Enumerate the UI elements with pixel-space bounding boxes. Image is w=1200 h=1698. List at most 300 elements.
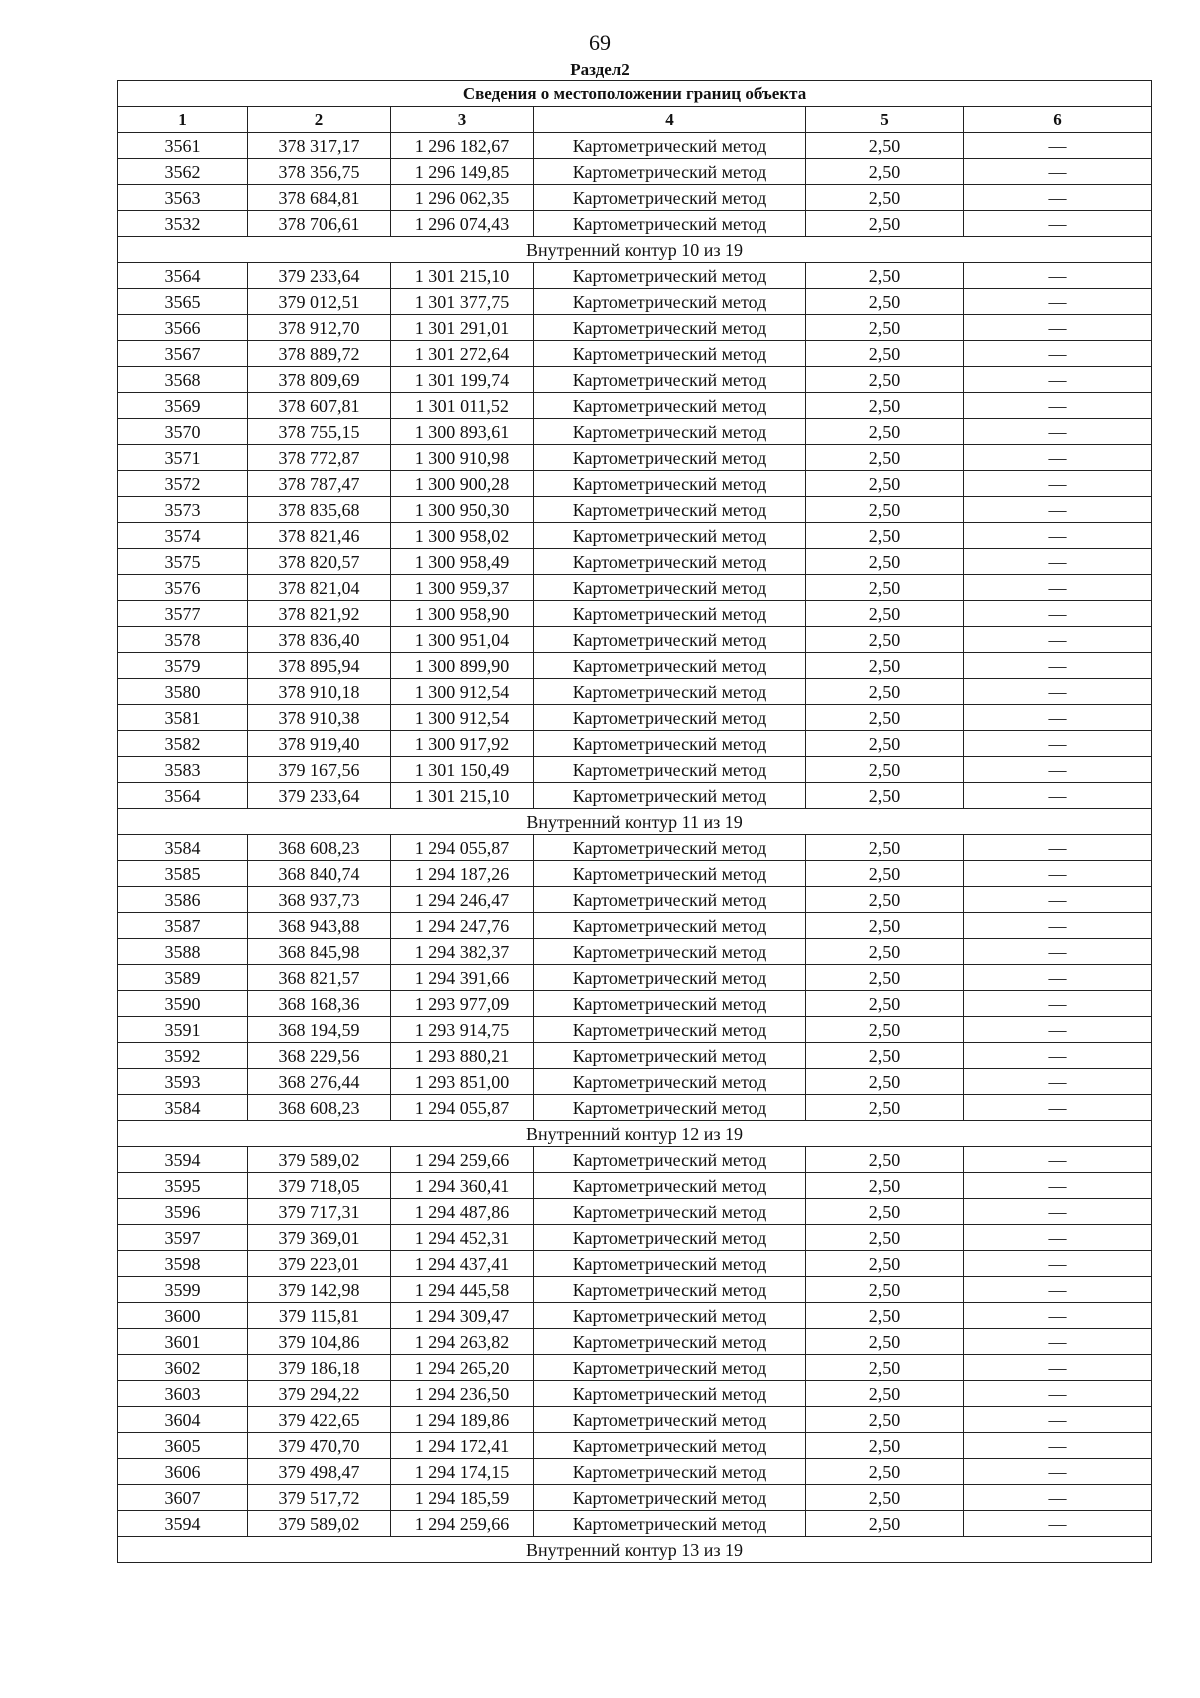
point-number-cell: 3561 [118, 133, 248, 159]
method-cell: Картометрический метод [534, 965, 806, 991]
x-coordinate-cell: 379 589,02 [248, 1511, 391, 1537]
point-number-cell: 3598 [118, 1251, 248, 1277]
method-cell: Картометрический метод [534, 1199, 806, 1225]
accuracy-cell: 2,50 [806, 757, 964, 783]
y-coordinate-cell: 1 300 900,28 [391, 471, 534, 497]
accuracy-cell: 2,50 [806, 965, 964, 991]
method-cell: Картометрический метод [534, 341, 806, 367]
accuracy-cell: 2,50 [806, 549, 964, 575]
x-coordinate-cell: 378 821,04 [248, 575, 391, 601]
y-coordinate-cell: 1 294 309,47 [391, 1303, 534, 1329]
accuracy-cell: 2,50 [806, 1173, 964, 1199]
note-cell: — [964, 1147, 1152, 1173]
accuracy-cell: 2,50 [806, 1329, 964, 1355]
table-row [118, 757, 1152, 783]
note-cell: — [964, 1069, 1152, 1095]
x-coordinate-cell: 379 104,86 [248, 1329, 391, 1355]
y-coordinate-cell: 1 294 246,47 [391, 887, 534, 913]
x-coordinate-cell: 378 836,40 [248, 627, 391, 653]
note-cell: — [964, 1433, 1152, 1459]
y-coordinate-cell: 1 294 174,15 [391, 1459, 534, 1485]
method-cell: Картометрический метод [534, 1147, 806, 1173]
x-coordinate-cell: 378 919,40 [248, 731, 391, 757]
y-coordinate-cell: 1 294 185,59 [391, 1485, 534, 1511]
method-cell: Картометрический метод [534, 1277, 806, 1303]
y-coordinate-cell: 1 296 062,35 [391, 185, 534, 211]
point-number-cell: 3591 [118, 1017, 248, 1043]
point-number-cell: 3584 [118, 835, 248, 861]
table-row [118, 471, 1152, 497]
y-coordinate-cell: 1 294 382,37 [391, 939, 534, 965]
table-row [118, 1329, 1152, 1355]
method-cell: Картометрический метод [534, 1069, 806, 1095]
point-number-cell: 3578 [118, 627, 248, 653]
method-cell: Картометрический метод [534, 913, 806, 939]
note-cell: — [964, 705, 1152, 731]
x-coordinate-cell: 378 787,47 [248, 471, 391, 497]
y-coordinate-cell: 1 300 959,37 [391, 575, 534, 601]
table-row [118, 185, 1152, 211]
x-coordinate-cell: 379 167,56 [248, 757, 391, 783]
x-coordinate-cell: 378 684,81 [248, 185, 391, 211]
point-number-cell: 3565 [118, 289, 248, 315]
y-coordinate-cell: 1 301 215,10 [391, 263, 534, 289]
x-coordinate-cell: 378 821,46 [248, 523, 391, 549]
note-cell: — [964, 861, 1152, 887]
accuracy-cell: 2,50 [806, 263, 964, 289]
y-coordinate-cell: 1 301 011,52 [391, 393, 534, 419]
accuracy-cell: 2,50 [806, 1017, 964, 1043]
note-cell: — [964, 627, 1152, 653]
accuracy-cell: 2,50 [806, 159, 964, 185]
y-coordinate-cell: 1 300 951,04 [391, 627, 534, 653]
point-number-cell: 3585 [118, 861, 248, 887]
table-row [118, 393, 1152, 419]
accuracy-cell: 2,50 [806, 939, 964, 965]
point-number-cell: 3584 [118, 1095, 248, 1121]
accuracy-cell: 2,50 [806, 367, 964, 393]
y-coordinate-cell: 1 301 215,10 [391, 783, 534, 809]
table-row [118, 653, 1152, 679]
y-coordinate-cell: 1 301 150,49 [391, 757, 534, 783]
accuracy-cell: 2,50 [806, 991, 964, 1017]
method-cell: Картометрический метод [534, 705, 806, 731]
y-coordinate-cell: 1 300 917,92 [391, 731, 534, 757]
y-coordinate-cell: 1 294 259,66 [391, 1511, 534, 1537]
method-cell: Картометрический метод [534, 1017, 806, 1043]
note-cell: — [964, 1277, 1152, 1303]
table-row [118, 523, 1152, 549]
contour-label: Внутренний контур 13 из 19 [118, 1537, 1152, 1563]
point-number-cell: 3601 [118, 1329, 248, 1355]
table-row [118, 1381, 1152, 1407]
table-row [118, 367, 1152, 393]
accuracy-cell: 2,50 [806, 1225, 964, 1251]
x-coordinate-cell: 379 498,47 [248, 1459, 391, 1485]
method-cell: Картометрический метод [534, 679, 806, 705]
y-coordinate-cell: 1 294 189,86 [391, 1407, 534, 1433]
method-cell: Картометрический метод [534, 471, 806, 497]
method-cell: Картометрический метод [534, 1433, 806, 1459]
accuracy-cell: 2,50 [806, 653, 964, 679]
column-number-row [118, 107, 1152, 133]
point-number-cell: 3583 [118, 757, 248, 783]
y-coordinate-cell: 1 300 950,30 [391, 497, 534, 523]
x-coordinate-cell: 379 294,22 [248, 1381, 391, 1407]
x-coordinate-cell: 379 142,98 [248, 1277, 391, 1303]
accuracy-cell: 2,50 [806, 1199, 964, 1225]
note-cell: — [964, 575, 1152, 601]
method-cell: Картометрический метод [534, 211, 806, 237]
x-coordinate-cell: 379 517,72 [248, 1485, 391, 1511]
method-cell: Картометрический метод [534, 991, 806, 1017]
table-row [118, 1043, 1152, 1069]
boundary-coordinates-table [117, 80, 1152, 1563]
table-row [118, 939, 1152, 965]
method-cell: Картометрический метод [534, 1381, 806, 1407]
y-coordinate-cell: 1 294 487,86 [391, 1199, 534, 1225]
note-cell: — [964, 549, 1152, 575]
note-cell: — [964, 991, 1152, 1017]
note-cell: — [964, 1459, 1152, 1485]
table-row [118, 445, 1152, 471]
x-coordinate-cell: 378 895,94 [248, 653, 391, 679]
note-cell: — [964, 1017, 1152, 1043]
method-cell: Картометрический метод [534, 575, 806, 601]
note-cell: — [964, 1381, 1152, 1407]
accuracy-cell: 2,50 [806, 393, 964, 419]
x-coordinate-cell: 378 820,57 [248, 549, 391, 575]
x-coordinate-cell: 378 755,15 [248, 419, 391, 445]
accuracy-cell: 2,50 [806, 1069, 964, 1095]
x-coordinate-cell: 379 589,02 [248, 1147, 391, 1173]
accuracy-cell: 2,50 [806, 445, 964, 471]
accuracy-cell: 2,50 [806, 705, 964, 731]
y-coordinate-cell: 1 294 259,66 [391, 1147, 534, 1173]
note-cell: — [964, 393, 1152, 419]
point-number-cell: 3562 [118, 159, 248, 185]
accuracy-cell: 2,50 [806, 913, 964, 939]
table-row [118, 1459, 1152, 1485]
point-number-cell: 3607 [118, 1485, 248, 1511]
note-cell: — [964, 653, 1152, 679]
method-cell: Картометрический метод [534, 1173, 806, 1199]
method-cell: Картометрический метод [534, 263, 806, 289]
x-coordinate-cell: 368 276,44 [248, 1069, 391, 1095]
method-cell: Картометрический метод [534, 185, 806, 211]
accuracy-cell: 2,50 [806, 783, 964, 809]
table-row [118, 341, 1152, 367]
note-cell: — [964, 263, 1152, 289]
point-number-cell: 3596 [118, 1199, 248, 1225]
point-number-cell: 3587 [118, 913, 248, 939]
y-coordinate-cell: 1 301 272,64 [391, 341, 534, 367]
note-cell: — [964, 731, 1152, 757]
y-coordinate-cell: 1 294 437,41 [391, 1251, 534, 1277]
point-number-cell: 3566 [118, 315, 248, 341]
section-title: Раздел2 [570, 60, 630, 79]
point-number-cell: 3574 [118, 523, 248, 549]
contour-label: Внутренний контур 12 из 19 [118, 1121, 1152, 1147]
note-cell: — [964, 939, 1152, 965]
method-cell: Картометрический метод [534, 133, 806, 159]
point-number-cell: 3571 [118, 445, 248, 471]
y-coordinate-cell: 1 294 055,87 [391, 1095, 534, 1121]
table-row [118, 1303, 1152, 1329]
method-cell: Картометрический метод [534, 549, 806, 575]
x-coordinate-cell: 379 717,31 [248, 1199, 391, 1225]
y-coordinate-cell: 1 294 265,20 [391, 1355, 534, 1381]
note-cell: — [964, 471, 1152, 497]
method-cell: Картометрический метод [534, 1251, 806, 1277]
accuracy-cell: 2,50 [806, 133, 964, 159]
contour-label-row [118, 237, 1152, 263]
table-row [118, 783, 1152, 809]
point-number-cell: 3589 [118, 965, 248, 991]
accuracy-cell: 2,50 [806, 1433, 964, 1459]
y-coordinate-cell: 1 293 914,75 [391, 1017, 534, 1043]
column-header: 6 [964, 107, 1152, 133]
point-number-cell: 3567 [118, 341, 248, 367]
note-cell: — [964, 1303, 1152, 1329]
y-coordinate-cell: 1 294 236,50 [391, 1381, 534, 1407]
point-number-cell: 3590 [118, 991, 248, 1017]
y-coordinate-cell: 1 293 851,00 [391, 1069, 534, 1095]
method-cell: Картометрический метод [534, 445, 806, 471]
accuracy-cell: 2,50 [806, 185, 964, 211]
y-coordinate-cell: 1 300 893,61 [391, 419, 534, 445]
note-cell: — [964, 783, 1152, 809]
method-cell: Картометрический метод [534, 1043, 806, 1069]
point-number-cell: 3569 [118, 393, 248, 419]
x-coordinate-cell: 379 422,65 [248, 1407, 391, 1433]
table-row [118, 575, 1152, 601]
accuracy-cell: 2,50 [806, 1043, 964, 1069]
y-coordinate-cell: 1 293 977,09 [391, 991, 534, 1017]
point-number-cell: 3564 [118, 263, 248, 289]
note-cell: — [964, 159, 1152, 185]
note-cell: — [964, 1407, 1152, 1433]
table-row [118, 1511, 1152, 1537]
accuracy-cell: 2,50 [806, 601, 964, 627]
note-cell: — [964, 1355, 1152, 1381]
method-cell: Картометрический метод [534, 601, 806, 627]
accuracy-cell: 2,50 [806, 1147, 964, 1173]
table-row [118, 263, 1152, 289]
table-row [118, 315, 1152, 341]
x-coordinate-cell: 379 223,01 [248, 1251, 391, 1277]
point-number-cell: 3593 [118, 1069, 248, 1095]
note-cell: — [964, 1251, 1152, 1277]
method-cell: Картометрический метод [534, 367, 806, 393]
x-coordinate-cell: 378 809,69 [248, 367, 391, 393]
x-coordinate-cell: 379 718,05 [248, 1173, 391, 1199]
note-cell: — [964, 523, 1152, 549]
table-row [118, 289, 1152, 315]
point-number-cell: 3572 [118, 471, 248, 497]
method-cell: Картометрический метод [534, 783, 806, 809]
x-coordinate-cell: 368 168,36 [248, 991, 391, 1017]
x-coordinate-cell: 379 115,81 [248, 1303, 391, 1329]
x-coordinate-cell: 378 317,17 [248, 133, 391, 159]
note-cell: — [964, 1329, 1152, 1355]
contour-label: Внутренний контур 10 из 19 [118, 237, 1152, 263]
point-number-cell: 3564 [118, 783, 248, 809]
x-coordinate-cell: 368 194,59 [248, 1017, 391, 1043]
accuracy-cell: 2,50 [806, 861, 964, 887]
accuracy-cell: 2,50 [806, 1511, 964, 1537]
x-coordinate-cell: 378 910,38 [248, 705, 391, 731]
note-cell: — [964, 1043, 1152, 1069]
table-row [118, 1147, 1152, 1173]
y-coordinate-cell: 1 296 074,43 [391, 211, 534, 237]
y-coordinate-cell: 1 300 912,54 [391, 705, 534, 731]
method-cell: Картометрический метод [534, 861, 806, 887]
point-number-cell: 3580 [118, 679, 248, 705]
table-row [118, 1095, 1152, 1121]
x-coordinate-cell: 368 845,98 [248, 939, 391, 965]
method-cell: Картометрический метод [534, 159, 806, 185]
x-coordinate-cell: 368 840,74 [248, 861, 391, 887]
x-coordinate-cell: 368 821,57 [248, 965, 391, 991]
note-cell: — [964, 965, 1152, 991]
point-number-cell: 3568 [118, 367, 248, 393]
y-coordinate-cell: 1 293 880,21 [391, 1043, 534, 1069]
note-cell: — [964, 679, 1152, 705]
x-coordinate-cell: 379 369,01 [248, 1225, 391, 1251]
x-coordinate-cell: 378 356,75 [248, 159, 391, 185]
table-row [118, 419, 1152, 445]
x-coordinate-cell: 379 186,18 [248, 1355, 391, 1381]
method-cell: Картометрический метод [534, 523, 806, 549]
table-row [118, 861, 1152, 887]
table-row [118, 965, 1152, 991]
point-number-cell: 3594 [118, 1147, 248, 1173]
note-cell: — [964, 887, 1152, 913]
y-coordinate-cell: 1 294 187,26 [391, 861, 534, 887]
y-coordinate-cell: 1 300 958,49 [391, 549, 534, 575]
y-coordinate-cell: 1 301 377,75 [391, 289, 534, 315]
note-cell: — [964, 133, 1152, 159]
table-row [118, 1277, 1152, 1303]
table-caption: Сведения о местоположении границ объекта [118, 81, 1152, 107]
x-coordinate-cell: 379 233,64 [248, 263, 391, 289]
point-number-cell: 3592 [118, 1043, 248, 1069]
method-cell: Картометрический метод [534, 731, 806, 757]
accuracy-cell: 2,50 [806, 731, 964, 757]
accuracy-cell: 2,50 [806, 627, 964, 653]
point-number-cell: 3606 [118, 1459, 248, 1485]
y-coordinate-cell: 1 300 912,54 [391, 679, 534, 705]
method-cell: Картометрический метод [534, 1303, 806, 1329]
note-cell: — [964, 211, 1152, 237]
method-cell: Картометрический метод [534, 1485, 806, 1511]
point-number-cell: 3581 [118, 705, 248, 731]
x-coordinate-cell: 378 706,61 [248, 211, 391, 237]
column-header: 1 [118, 107, 248, 133]
note-cell: — [964, 1199, 1152, 1225]
y-coordinate-cell: 1 294 445,58 [391, 1277, 534, 1303]
y-coordinate-cell: 1 294 172,41 [391, 1433, 534, 1459]
x-coordinate-cell: 378 889,72 [248, 341, 391, 367]
method-cell: Картометрический метод [534, 1225, 806, 1251]
point-number-cell: 3588 [118, 939, 248, 965]
point-number-cell: 3576 [118, 575, 248, 601]
table-row [118, 601, 1152, 627]
table-row [118, 1485, 1152, 1511]
y-coordinate-cell: 1 301 291,01 [391, 315, 534, 341]
x-coordinate-cell: 379 233,64 [248, 783, 391, 809]
point-number-cell: 3600 [118, 1303, 248, 1329]
table-row [118, 731, 1152, 757]
note-cell: — [964, 289, 1152, 315]
accuracy-cell: 2,50 [806, 289, 964, 315]
x-coordinate-cell: 368 937,73 [248, 887, 391, 913]
accuracy-cell: 2,50 [806, 679, 964, 705]
y-coordinate-cell: 1 294 247,76 [391, 913, 534, 939]
note-cell: — [964, 341, 1152, 367]
point-number-cell: 3594 [118, 1511, 248, 1537]
y-coordinate-cell: 1 294 055,87 [391, 835, 534, 861]
table-row [118, 627, 1152, 653]
note-cell: — [964, 1095, 1152, 1121]
x-coordinate-cell: 378 821,92 [248, 601, 391, 627]
note-cell: — [964, 757, 1152, 783]
note-cell: — [964, 315, 1152, 341]
note-cell: — [964, 419, 1152, 445]
method-cell: Картометрический метод [534, 1095, 806, 1121]
accuracy-cell: 2,50 [806, 1277, 964, 1303]
table-row [118, 1433, 1152, 1459]
table-row [118, 835, 1152, 861]
accuracy-cell: 2,50 [806, 1355, 964, 1381]
column-header: 2 [248, 107, 391, 133]
method-cell: Картометрический метод [534, 393, 806, 419]
point-number-cell: 3573 [118, 497, 248, 523]
point-number-cell: 3602 [118, 1355, 248, 1381]
y-coordinate-cell: 1 294 391,66 [391, 965, 534, 991]
table-row [118, 159, 1152, 185]
y-coordinate-cell: 1 294 263,82 [391, 1329, 534, 1355]
point-number-cell: 3579 [118, 653, 248, 679]
point-number-cell: 3570 [118, 419, 248, 445]
table-row [118, 913, 1152, 939]
contour-label: Внутренний контур 11 из 19 [118, 809, 1152, 835]
y-coordinate-cell: 1 296 182,67 [391, 133, 534, 159]
page-number: 69 [589, 30, 611, 55]
note-cell: — [964, 367, 1152, 393]
table-row [118, 887, 1152, 913]
accuracy-cell: 2,50 [806, 523, 964, 549]
table-row [118, 1173, 1152, 1199]
note-cell: — [964, 601, 1152, 627]
note-cell: — [964, 1511, 1152, 1537]
x-coordinate-cell: 379 470,70 [248, 1433, 391, 1459]
point-number-cell: 3563 [118, 185, 248, 211]
method-cell: Картометрический метод [534, 1511, 806, 1537]
point-number-cell: 3595 [118, 1173, 248, 1199]
x-coordinate-cell: 378 772,87 [248, 445, 391, 471]
accuracy-cell: 2,50 [806, 575, 964, 601]
point-number-cell: 3582 [118, 731, 248, 757]
method-cell: Картометрический метод [534, 939, 806, 965]
y-coordinate-cell: 1 294 360,41 [391, 1173, 534, 1199]
table-row [118, 1407, 1152, 1433]
point-number-cell: 3586 [118, 887, 248, 913]
method-cell: Картометрический метод [534, 757, 806, 783]
table-row [118, 705, 1152, 731]
x-coordinate-cell: 368 608,23 [248, 835, 391, 861]
